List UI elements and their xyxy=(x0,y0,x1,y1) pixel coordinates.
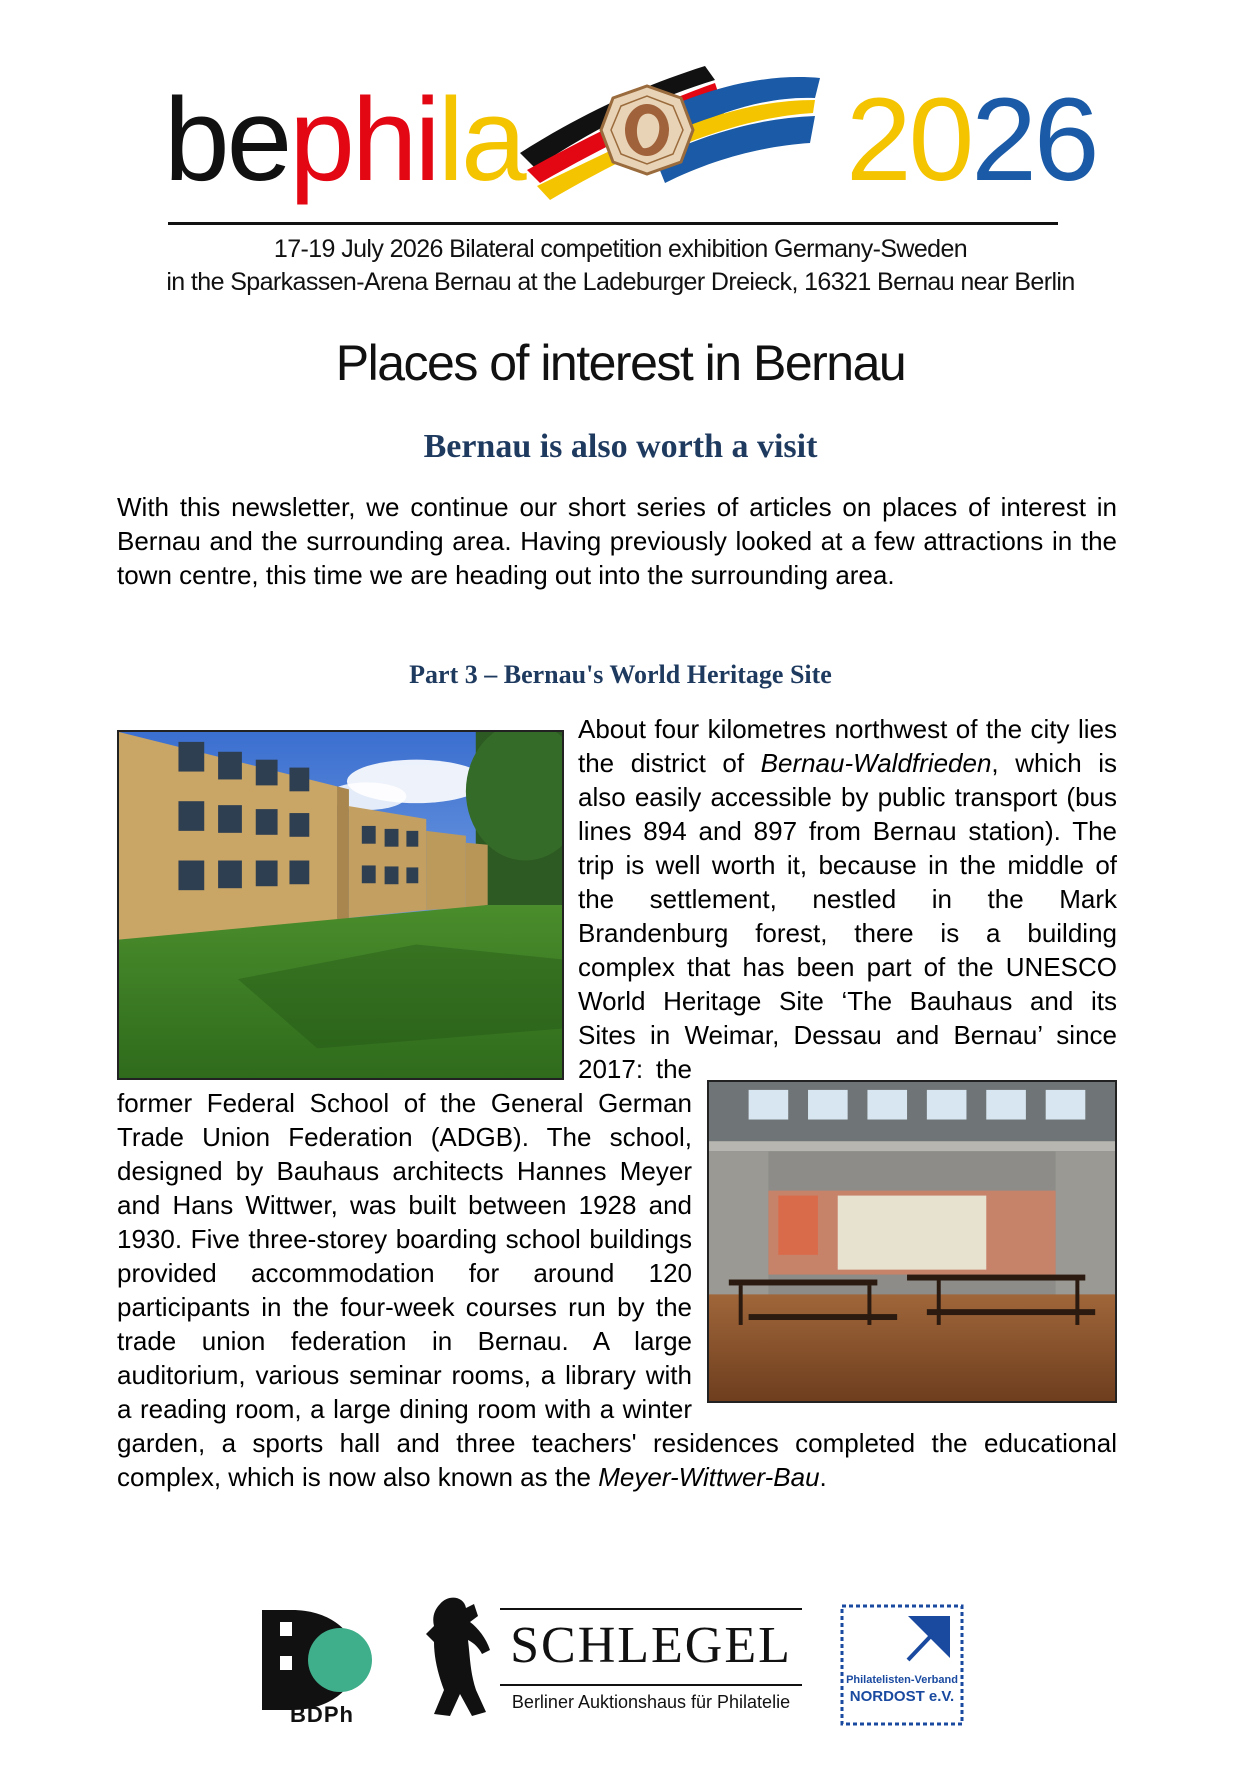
bdph-label: BDPh xyxy=(290,1702,354,1727)
building-name-meyer-wittwer: Meyer-Wittwer-Bau xyxy=(598,1462,820,1492)
page-title: Places of interest in Bernau xyxy=(335,335,906,391)
part-title: Part 3 – Bernau's World Heritage Site xyxy=(409,660,832,689)
bephila-wordmark xyxy=(164,70,524,210)
event-venue-line: in the Sparkassen-Arena Bernau at the Ladeburger Dreieck, 16321 Bernau near Berlin xyxy=(166,268,1075,296)
year-2026 xyxy=(846,70,1097,210)
article-body xyxy=(117,712,1117,1494)
dining-hall-image xyxy=(709,1082,1115,1401)
buildings-image xyxy=(119,732,562,1078)
year-part-26: 26 xyxy=(971,74,1097,206)
wordmark-be: be xyxy=(164,74,290,206)
photo-bauhaus-buildings xyxy=(117,730,564,1080)
schlegel-name: SCHLEGEL xyxy=(510,1617,792,1674)
flag-stamp-logo xyxy=(515,58,825,208)
article-text-3: . xyxy=(819,1462,827,1492)
sponsor-footer xyxy=(0,1580,1241,1760)
article-text-1: About four kilometres northwest of the city lies the district of xyxy=(578,714,1117,778)
year-part-20: 20 xyxy=(846,74,972,206)
schlegel-top-rule xyxy=(500,1608,802,1610)
photo-dining-hall xyxy=(707,1080,1117,1403)
event-dates-line: 17-19 July 2026 Bilateral competition exhibition Germany-Sweden xyxy=(273,235,968,263)
wordmark-la: la xyxy=(437,74,524,206)
schlegel-subtitle: Berliner Auktionshaus für Philatelie xyxy=(511,1692,791,1712)
place-name-waldfrieden: Bernau-Waldfrieden xyxy=(760,748,992,778)
section-title: Bernau is also worth a visit xyxy=(423,428,818,465)
page-header xyxy=(0,0,1241,310)
nordost-stamp-logo xyxy=(838,1602,966,1728)
article-text-2: , which is also easily accessible by public transport (bus lines 894 and 897 from Bernau station). The trip is well worth it, because in the middle of the settlement, nestled in the Mark Brandenburg forest, there is a building complex that has been part of the UNESCO World Heritage Site ‘The Bauhaus and its Sites in Weimar, Dessau and Bernau’ since 2017: the former Federal School of the General German Trade Union Federation (ADGB). The school, designed by Bauhaus architects Hannes Meyer and Hans Wittwer, was built between 1928 and 1930. Five three-storey boarding school buildings provided accommodation for around 120 participants in the four-week courses run by the trade union federation in Bernau. A large auditorium, various seminar rooms, a library with a reading room, a large dining room with a winter garden, a sports hall and three teachers' residences completed the educational complex, which is now also known as the xyxy=(117,748,1118,1492)
berlin-bear-icon xyxy=(420,1594,498,1724)
intro-paragraph: With this newsletter, we continue our short series of articles on places of interest in Bernau and the surrounding area. Having previously looked at a few attractions in the town centre, this time we are heading out into the surrounding area. xyxy=(117,492,1117,590)
header-divider xyxy=(168,222,1058,225)
nordost-line2: NORDOST e.V. xyxy=(849,1688,955,1705)
schlegel-bottom-rule xyxy=(500,1684,802,1686)
nordost-line1: Philatelisten-Verband xyxy=(846,1674,958,1686)
wordmark-phi: phi xyxy=(289,74,438,206)
